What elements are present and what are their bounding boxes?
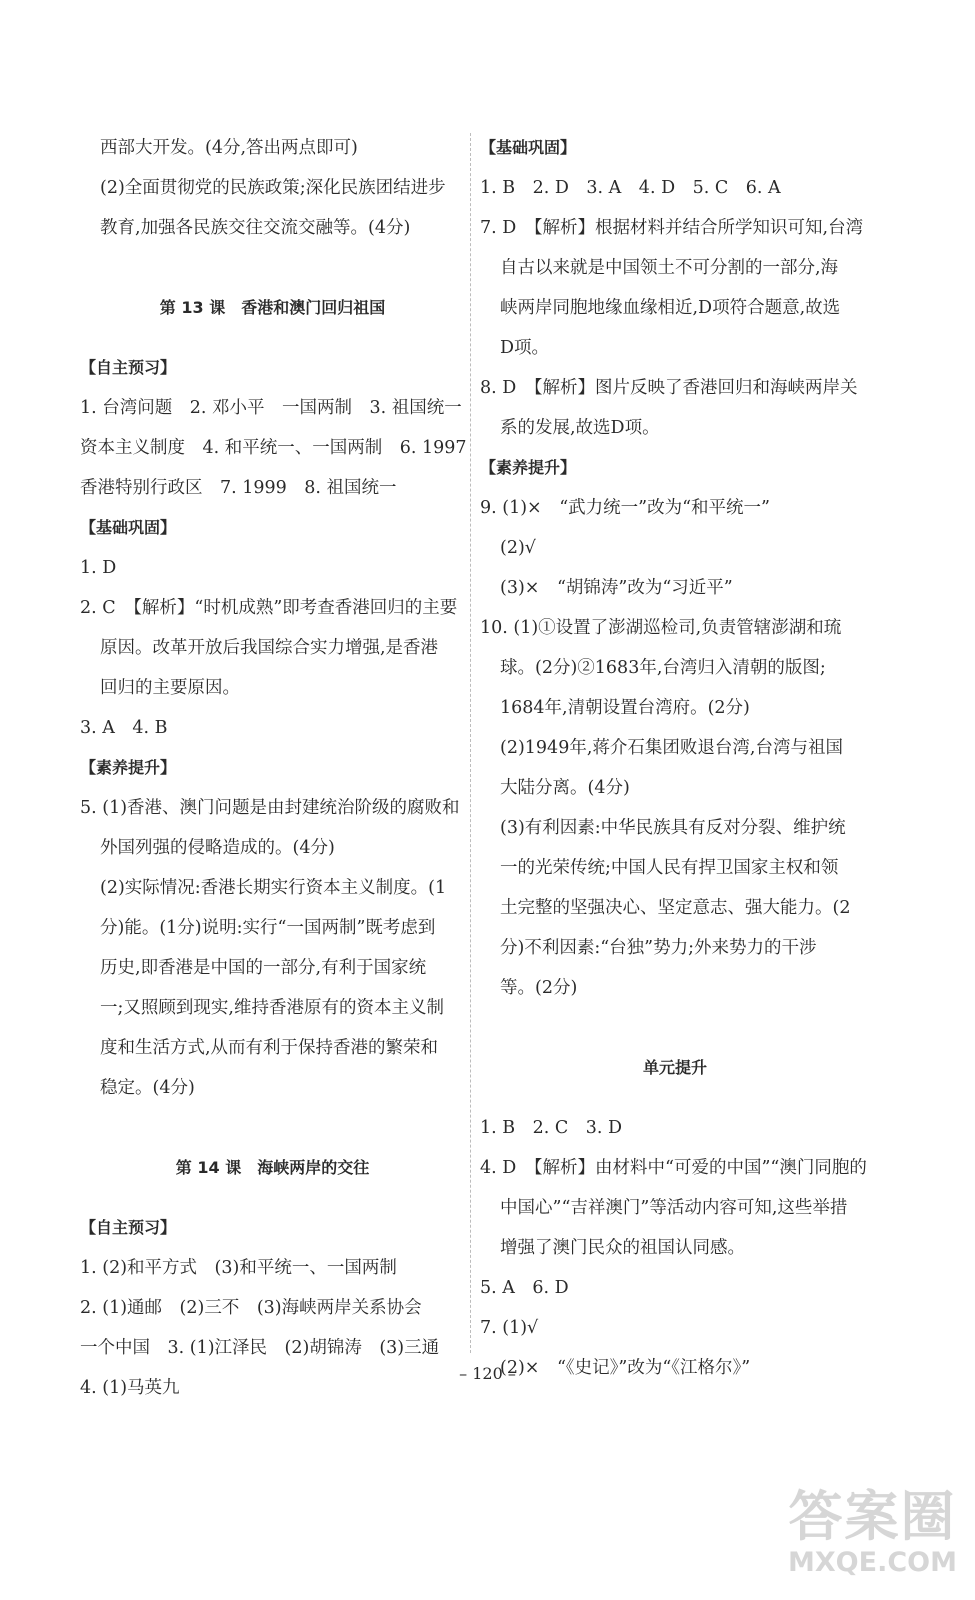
section-heading: 【基础巩固】 [80,518,177,537]
text-line-indented: 历史,即香港是中国的一部分,有利于国家统 [100,958,427,978]
text-line: 1. 台湾问题 2. 邓小平 一国两制 3. 祖国统一 [80,398,462,418]
text-line-indented: (3)有利因素:中华民族具有反对分裂、维护统 [500,818,846,838]
text-line-indented: (2)1949年,蒋介石集团败退台湾,台湾与祖国 [500,738,843,758]
text-line-indented: 分)能。(1分)说明:实行“一国两制”既考虑到 [100,918,436,938]
text-line: 2. C 【解析】“时机成熟”即考查香港回归的主要 [80,598,458,618]
text-line: 1. B 2. C 3. D [480,1118,623,1138]
text-line: 10. (1)①设置了澎湖巡检司,负责管辖澎湖和琉 [480,618,842,638]
text-line: 7. (1)√ [480,1318,539,1338]
text-line: 1. B 2. D 3. A 4. D 5. C 6. A [480,178,781,198]
text-line-indented: 度和生活方式,从而有利于保持香港的繁荣和 [100,1038,439,1058]
lesson-title: 单元提升 [642,1058,707,1077]
text-line: 一个中国 3. (1)江泽民 (2)胡锦涛 (3)三通 [80,1338,440,1358]
watermark-url: MXQE.COM [788,1547,957,1578]
text-line: 5. (1)香港、澳门问题是由封建统治阶级的腐败和 [80,798,460,818]
text-line-indented: 原因。改革开放后我国综合实力增强,是香港 [100,638,439,658]
text-line-indented: 稳定。(4分) [100,1078,195,1098]
text-line: 香港特别行政区 7. 1999 8. 祖国统一 [80,478,397,498]
watermark-logo-text: 答案圈 [788,1485,957,1548]
right-column [480,128,870,1388]
watermark-logo [785,1485,960,1588]
text-line-indented: 教育,加强各民族交往交流交融等。(4分) [100,218,411,238]
text-line-indented: (2)√ [500,538,536,558]
text-line-indented: (2)实际情况:香港长期实行资本主义制度。(1 [100,878,447,898]
text-line: 4. D 【解析】由材料中“可爱的中国”“澳门同胞的 [480,1158,867,1178]
column-divider [470,133,471,1353]
text-line-indented: 峡两岸同胞地缘血缘相近,D项符合题意,故选 [500,298,841,318]
lesson-title: 第 14 课 海峡两岸的交往 [175,1158,370,1177]
text-line: 资本主义制度 4. 和平统一、一国两制 6. 1997 [80,438,467,458]
text-line: 8. D 【解析】图片反映了香港回归和海峡两岸关 [480,378,858,398]
text-line-indented: (3)× “胡锦涛”改为“习近平” [500,578,733,598]
text-line-indented: 一的光荣传统;中国人民有捍卫国家主权和领 [500,858,839,878]
text-line-indented: (2)全面贯彻党的民族政策;深化民族团结进步 [100,178,446,198]
text-line-indented: 一;又照顾到现实,维持香港原有的资本主义制 [100,998,444,1018]
text-line: 5. A 6. D [480,1278,569,1298]
section-heading: 【自主预习】 [80,1218,177,1237]
text-line: 4. (1)马英九 [80,1378,180,1398]
text-line: 3. A 4. B [80,718,168,738]
spacer [480,1008,870,1048]
text-line-indented: 自古以来就是中国领土不可分割的一部分,海 [500,258,839,278]
text-line-indented: 分)不利因素:“台独”势力;外来势力的干涉 [500,938,817,958]
section-heading: 【基础巩固】 [480,138,577,157]
text-line: 1. D [80,558,117,578]
spacer [80,1108,465,1148]
text-line-indented: 西部大开发。(4分,答出两点即可) [100,138,358,158]
spacer [480,1088,870,1108]
text-line-indented: 等。(2分) [500,978,578,998]
text-line-indented: 1684年,清朝设置台湾府。(2分) [500,698,750,718]
text-line-indented: 大陆分离。(4分) [500,778,630,798]
text-line-indented: 球。(2分)②1683年,台湾归入清朝的版图; [500,658,826,678]
text-line-indented: (2)× “《史记》”改为“《江格尔》” [500,1358,751,1378]
text-line: 1. (2)和平方式 (3)和平统一、一国两制 [80,1258,397,1278]
text-line-indented: 回归的主要原因。 [100,678,240,698]
text-line-indented: D项。 [500,338,550,358]
section-heading: 【自主预习】 [80,358,177,377]
spacer [80,328,465,348]
section-heading: 【素养提升】 [480,458,577,477]
text-line: 7. D 【解析】根据材料并结合所学知识可知,台湾 [480,218,864,238]
lesson-title: 第 13 课 香港和澳门回归祖国 [159,298,386,317]
text-line-indented: 外国列强的侵略造成的。(4分) [100,838,335,858]
text-line-indented: 中国心”“吉祥澳门”等活动内容可知,这些举措 [500,1198,848,1218]
spacer [80,1188,465,1208]
text-line-indented: 土完整的坚强决心、坚定意志、强大能力。(2 [500,898,851,918]
text-line-indented: 增强了澳门民众的祖国认同感。 [500,1238,745,1258]
page-number: – 120 – [459,1364,516,1383]
text-line-indented: 系的发展,故选D项。 [500,418,660,438]
section-heading: 【素养提升】 [80,758,177,777]
left-column [80,128,465,1408]
text-line: 9. (1)× “武力统一”改为“和平统一” [480,498,770,518]
text-line: 2. (1)通邮 (2)三不 (3)海峡两岸关系协会 [80,1298,422,1318]
spacer [80,248,465,288]
